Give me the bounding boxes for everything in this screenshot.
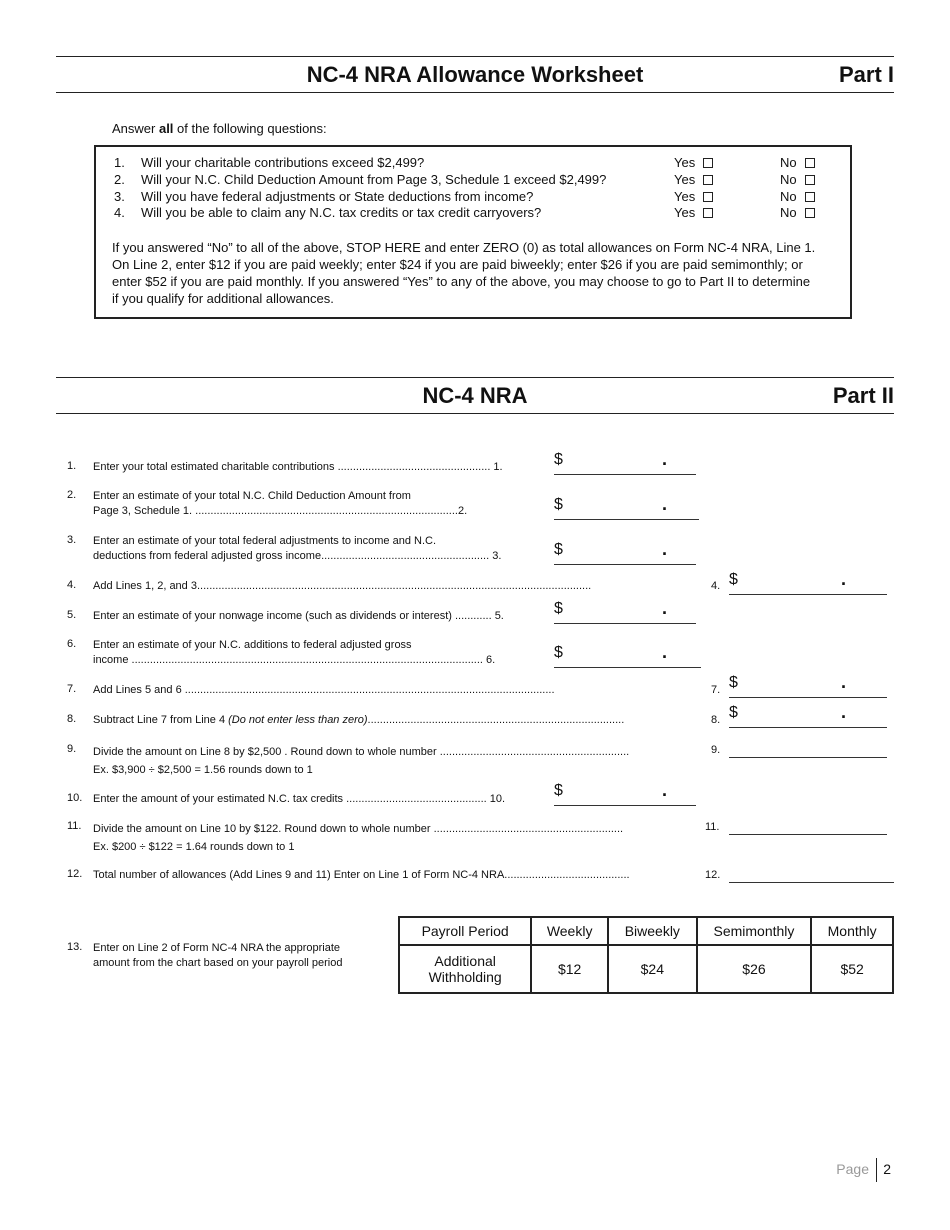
yes-option: Yes [674, 205, 713, 220]
question-row-2: 2. Will your N.C. Child Deduction Amount from Page 3, Schedule 1 exceed $2,499? Yes No [114, 172, 834, 189]
part2-title: NC-4 NRA [422, 383, 528, 408]
part2-top-rule [56, 377, 894, 378]
no-checkbox[interactable] [805, 192, 815, 202]
table-header: Biweekly [608, 917, 697, 945]
footer-divider [876, 1158, 877, 1182]
table-cell: $24 [608, 945, 697, 993]
page-label: Page [836, 1161, 869, 1177]
line-11-field[interactable] [729, 815, 887, 835]
line-6-amount-field[interactable]: $ . [554, 648, 701, 668]
part1-top-rule [56, 56, 894, 57]
no-checkbox[interactable] [805, 158, 815, 168]
part2-label: Part II [832, 383, 894, 408]
line-2-amount-field[interactable]: $ . [554, 500, 699, 520]
question-row-4: 4. Will you be able to claim any N.C. tax credits or tax credit carryovers? Yes No [114, 205, 834, 222]
no-option: No [780, 189, 815, 204]
question-row-3: 3. Will you have federal adjustments or State deductions from income? Yes No [114, 189, 834, 206]
table-cell: $26 [697, 945, 812, 993]
table-header: Semimonthly [697, 917, 812, 945]
instructions-note: If you answered “No” to all of the above, STOP HERE and enter ZERO (0) as total allowances on Form NC-4 NRA, Line 1. On Line 2, enter $12 if you are paid weekly; enter $24 if you are paid biweekly; enter $26 if you are paid semimonthly; or enter $52 if you are paid monthly. If you answered “Yes” to any of the above, you may choose to go to Part II to determine if you qualify for additional allowances. [112, 240, 816, 306]
line-5-amount-field[interactable]: $ . [554, 604, 696, 624]
no-option: No [780, 155, 815, 170]
yes-option: Yes [674, 155, 713, 170]
table-row-label: Additional Withholding [399, 945, 531, 993]
table-header: Weekly [531, 917, 608, 945]
line-12-field[interactable] [729, 863, 894, 883]
question-row-1: 1. Will your charitable contributions exceed $2,499? Yes No [114, 155, 834, 172]
line-9-field[interactable] [729, 738, 887, 758]
table-header: Payroll Period [399, 917, 531, 945]
no-option: No [780, 172, 815, 187]
table-row [399, 945, 893, 993]
part1-label: Part I [838, 62, 894, 87]
yes-option: Yes [674, 172, 713, 187]
no-checkbox[interactable] [805, 208, 815, 218]
payroll-withholding-table [398, 916, 894, 994]
yes-checkbox[interactable] [703, 158, 713, 168]
yes-checkbox[interactable] [703, 192, 713, 202]
yes-option: Yes [674, 189, 713, 204]
part1-title: NC-4 NRA Allowance Worksheet [306, 62, 644, 87]
no-checkbox[interactable] [805, 175, 815, 185]
line-7-amount-field[interactable]: $ . [729, 678, 887, 698]
yes-checkbox[interactable] [703, 208, 713, 218]
part1-bottom-rule [56, 92, 894, 93]
line-10-amount-field[interactable]: $ . [554, 786, 696, 806]
table-cell: $52 [811, 945, 893, 993]
yes-checkbox[interactable] [703, 175, 713, 185]
line-4-amount-field[interactable]: $ . [729, 575, 887, 595]
line-1-amount-field[interactable]: $ . [554, 455, 696, 475]
page-number: 2 [883, 1161, 891, 1177]
table-row [399, 917, 893, 945]
line-8-amount-field[interactable]: $ . [729, 708, 887, 728]
part1-intro: Answer all of the following questions: [112, 121, 327, 136]
table-cell: $12 [531, 945, 608, 993]
page-footer [813, 1158, 893, 1182]
questions-box [94, 145, 852, 319]
table-header: Monthly [811, 917, 893, 945]
line-3-amount-field[interactable]: $ . [554, 545, 696, 565]
part2-bottom-rule [56, 413, 894, 414]
no-option: No [780, 205, 815, 220]
